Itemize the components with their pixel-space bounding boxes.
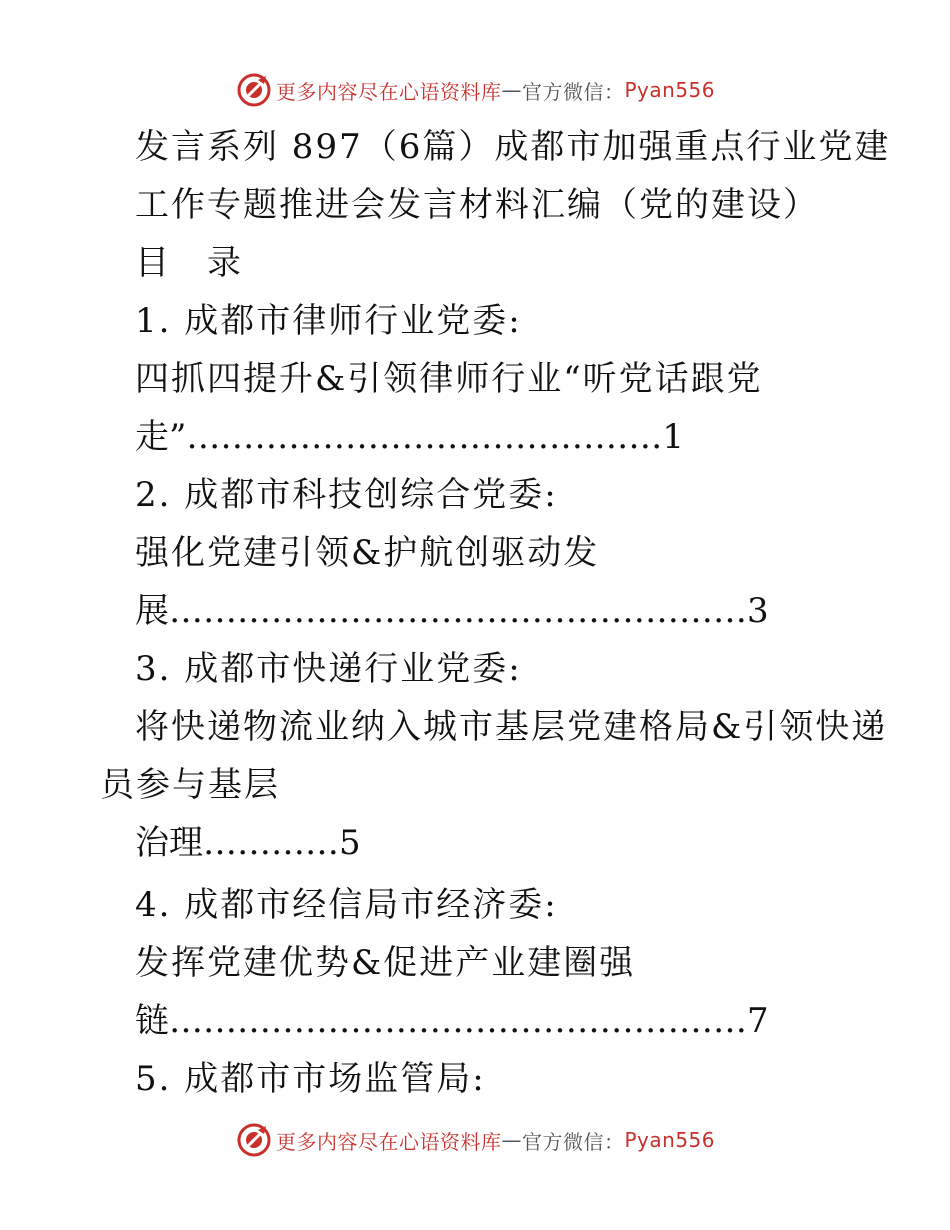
toc-entry-heading: 3. 成都市快递行业党委:: [135, 649, 522, 689]
footer-watermark-banner: [236, 1122, 715, 1158]
toc-entry-heading: 1. 成都市律师行业党委:: [135, 301, 522, 341]
brand-logo-icon: [236, 1122, 272, 1158]
banner-wechat-id: Pyan556: [624, 78, 716, 102]
toc-entry-heading: 4. 成都市经信局市经济委:: [135, 885, 558, 925]
banner-wechat-label: 官方微信：: [522, 1129, 625, 1154]
toc-entry-leader: 链……………………………………………7: [135, 1001, 769, 1041]
banner-wechat-label: 官方微信：: [522, 79, 625, 104]
banner-dash: —: [501, 1128, 522, 1152]
toc-entry-title: 强化党建引领&护航创驱动发: [135, 533, 600, 573]
banner-brand-text: 更多内容尽在心语资料库: [276, 1129, 502, 1154]
banner-dash: —: [501, 78, 522, 102]
banner-wechat-id: Pyan556: [624, 1128, 716, 1152]
toc-entry-leader: 走”……………………………………1: [135, 417, 685, 457]
toc-entry-leader: 治理…………5: [135, 823, 361, 863]
banner-brand-text: 更多内容尽在心语资料库: [276, 79, 502, 104]
toc-entry-leader: 展……………………………………………3: [135, 591, 769, 631]
toc-entry-title: 四抓四提升&引领律师行业“听党话跟党: [135, 359, 763, 399]
toc-entry-title: 将快递物流业纳入城市基层党建格局&引领快递: [135, 707, 888, 747]
toc-entry-title-wrap: 员参与基层: [100, 765, 280, 805]
document-title-line-2: 工作专题推进会发言材料汇编（党的建设）: [135, 185, 819, 225]
toc-entry-heading: 5. 成都市市场监管局:: [135, 1059, 486, 1099]
brand-logo-icon: [236, 72, 272, 108]
toc-heading: 目 录: [135, 243, 243, 283]
toc-entry-title: 发挥党建优势&促进产业建圈强: [135, 943, 636, 983]
document-title-line-1: 发言系列 897（6篇）成都市加强重点行业党建: [135, 127, 891, 167]
header-watermark-banner: [236, 72, 715, 108]
toc-entry-heading: 2. 成都市科技创综合党委:: [135, 475, 558, 515]
